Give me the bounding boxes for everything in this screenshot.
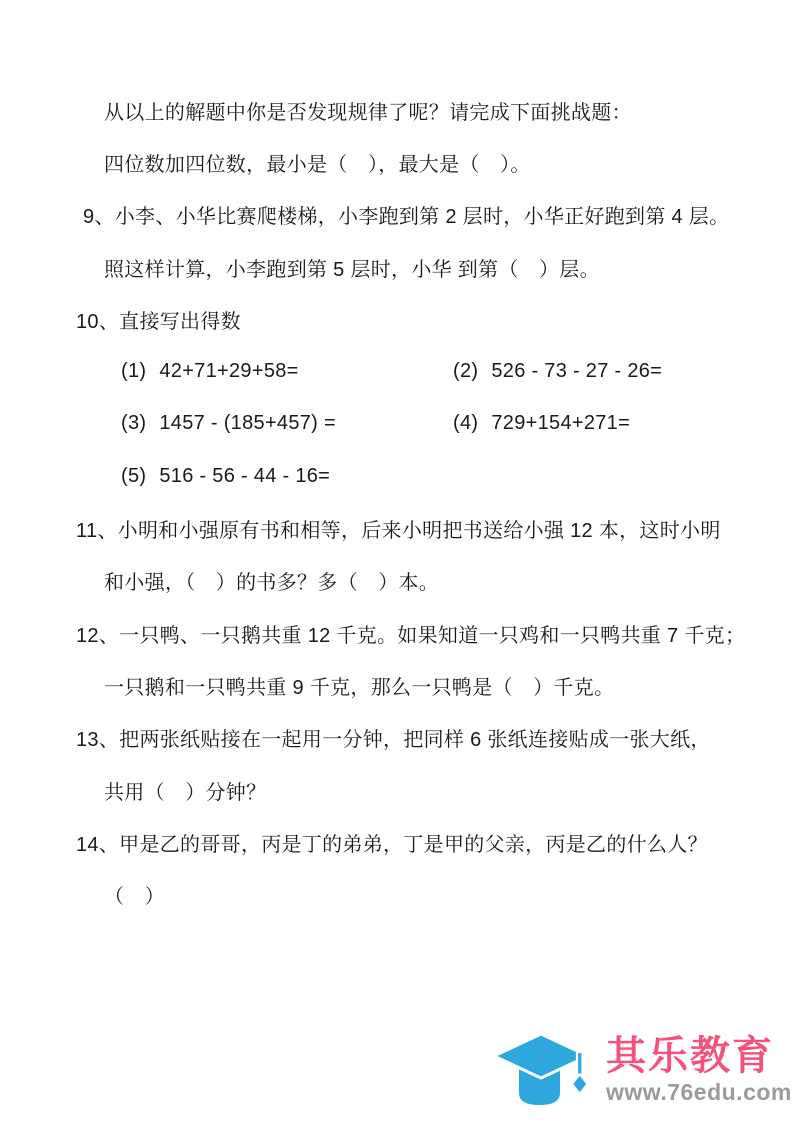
- intro-line-2: 四位数加四位数，最小是（ ），最大是（ ）。: [104, 153, 531, 176]
- exercise-3-expression: 1457 - (185+457) =: [159, 412, 336, 435]
- question-11-line-2: 和小强，（ ）的书多？多（ ）本。: [104, 572, 440, 595]
- exercise-4-expression: 729+154+271=: [491, 412, 631, 435]
- exercise-3-label: (3): [121, 412, 147, 435]
- question-12-line-2: 一只鹅和一只鸭共重 9 千克，那么一只鸭是（ ）千克。: [104, 676, 615, 699]
- question-10-row-3: [0, 450, 793, 502]
- graduation-cap-icon: [492, 1030, 592, 1114]
- brand-footer: [492, 1030, 792, 1114]
- exercise-5-label: (5): [121, 464, 147, 487]
- exercise-4-label: (4): [453, 412, 479, 435]
- question-11-line-1: 11、小明和小强原有书和相等，后来小明把书送给小强 12 本，这时小明: [76, 520, 721, 543]
- question-9-line-2: 照这样计算，小李跑到第 5 层时，小华 到第（ ）层。: [104, 258, 600, 281]
- exercise-5: [121, 465, 453, 488]
- question-13-line-1: 13、把两张纸贴接在一起用一分钟，把同样 6 张纸连接贴成一张大纸，: [76, 729, 711, 752]
- brand-text-block: [606, 1030, 792, 1104]
- exercise-2-expression: 526 - 73 - 27 - 26=: [491, 360, 663, 383]
- question-14-line-2: （ ）: [104, 886, 165, 909]
- intro-line-1: 从以上的解题中你是否发现规律了呢？请完成下面挑战题：: [104, 101, 632, 124]
- question-9-line-1: 9、小李、小华比赛爬楼梯，小李跑到第 2 层时，小华正好跑到第 4 层。: [83, 206, 730, 229]
- question-10-row-2: [0, 398, 793, 450]
- brand-name: 其乐教育: [606, 1034, 774, 1078]
- question-10-row-1: [0, 345, 793, 397]
- question-13-line-2: 共用（ ）分钟？: [104, 781, 267, 804]
- question-12-line-1: 12、一只鸭、一只鹅共重 12 千克。如果知道一只鸡和一只鸭共重 7 千克；: [76, 624, 746, 647]
- brand-website: www.76edu.com: [606, 1079, 792, 1105]
- question-10-title: 10、直接写出得数: [76, 310, 241, 333]
- question-14-line-1: 14、甲是乙的哥哥，丙是丁的弟弟，丁是甲的父亲，丙是乙的什么人？: [76, 833, 708, 856]
- exercise-2-label: (2): [453, 360, 479, 383]
- exercise-3: [121, 412, 453, 435]
- exercise-4: [453, 412, 630, 435]
- exercise-1-label: (1): [121, 360, 147, 383]
- exercise-1-expression: 42+71+29+58=: [159, 360, 299, 383]
- exercise-5-expression: 516 - 56 - 44 - 16=: [159, 464, 331, 487]
- exercise-1: [121, 360, 453, 383]
- exercise-2: [453, 360, 662, 383]
